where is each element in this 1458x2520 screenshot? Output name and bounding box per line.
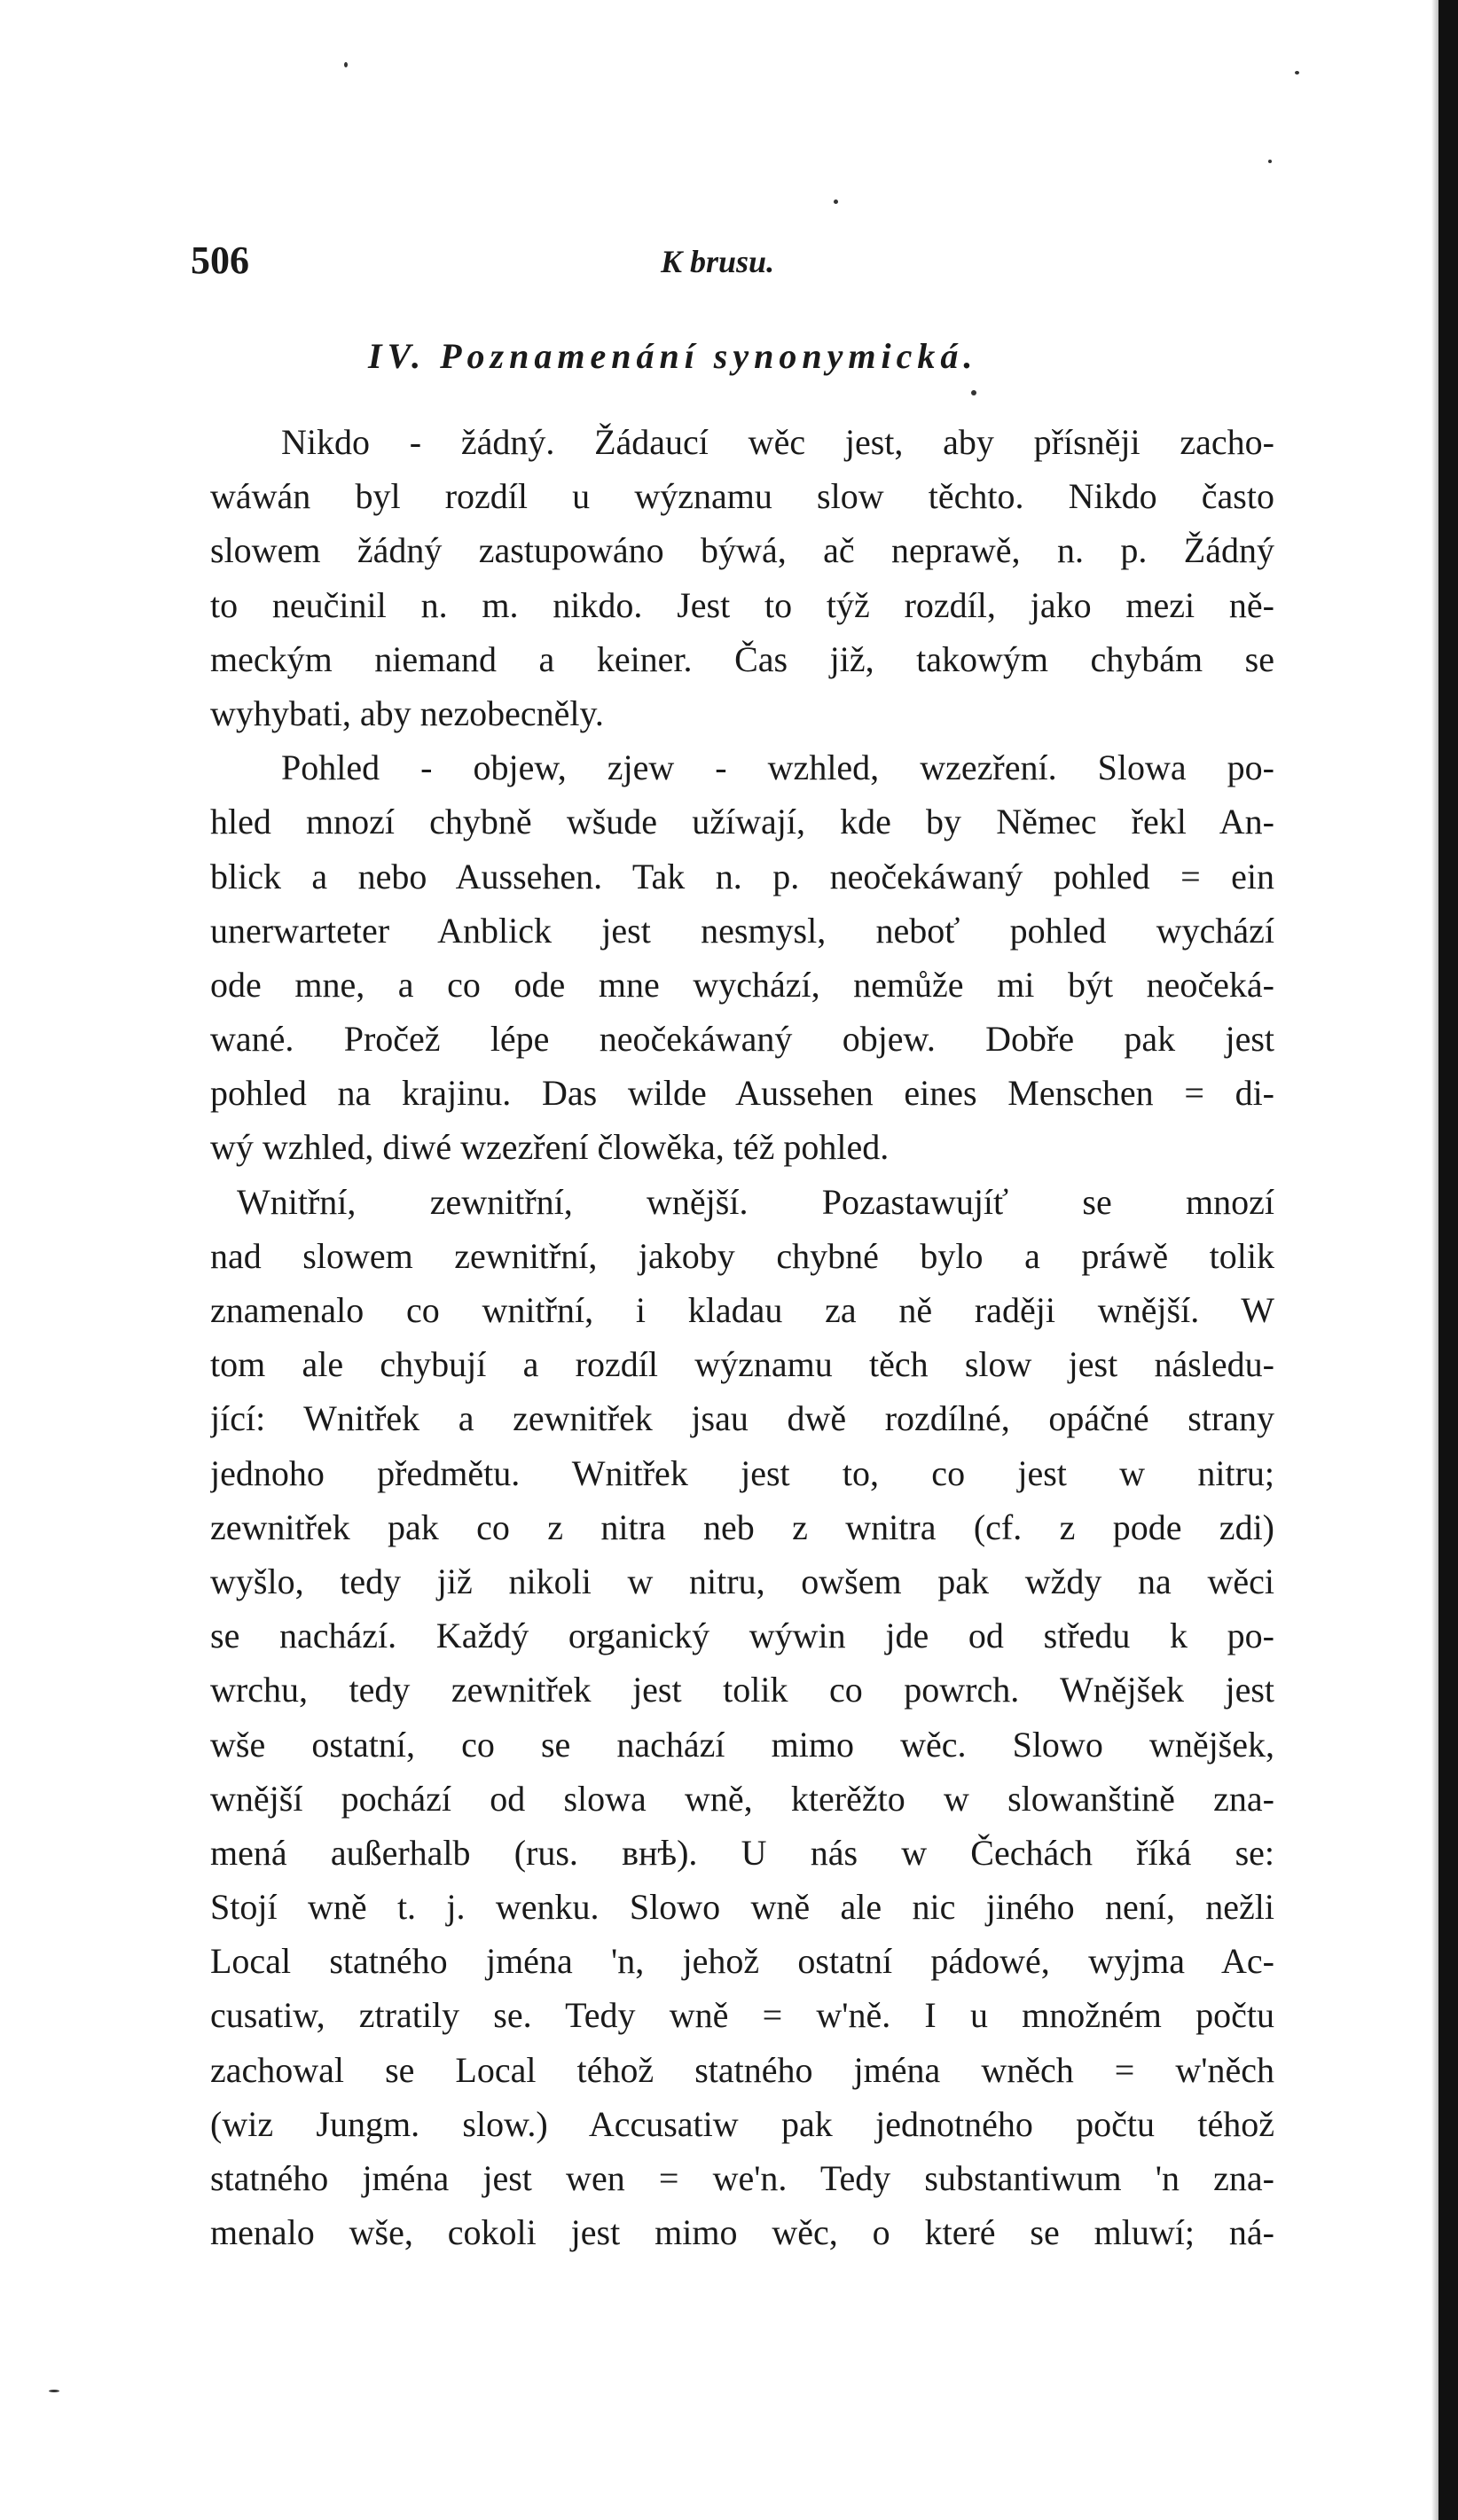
text-line: mená außerhalb (rus. внѣ). U nás w Čechách říká se: [210, 1832, 1274, 1873]
text-line: tom ale chybují a rozdíl wýznamu těch slow jest následu- [210, 1344, 1274, 1385]
text-line: unerwarteter Anblick jest nesmysl, neboť pohled wychází [210, 910, 1274, 951]
text-line: meckým niemand a keiner. Čas již, takowým chybám se [210, 638, 1274, 679]
scan-speck [344, 62, 348, 67]
text-line: jednoho předmětu. Wnitřek jest to, co jest w nitru; [210, 1452, 1274, 1493]
scan-speck [49, 2390, 59, 2392]
scan-speck [834, 200, 838, 204]
text-line: wnější pochází od slowa wně, kterěžto w slowanštině zna- [210, 1778, 1274, 1819]
text-line: wyhybati, aby nezobecněly. [210, 693, 604, 733]
text-line: wané. Pročež lépe neočekáwaný objew. Dobře pak jest [210, 1019, 1274, 1060]
text-line: Stojí wně t. j. wenku. Slowo wně ale nic jiného není, nežli [210, 1887, 1274, 1928]
text-line: se nachází. Každý organický wýwin jde od středu k po- [210, 1616, 1274, 1656]
body-text [210, 415, 1274, 2259]
text-line: zachowal se Local téhož statného jména wněch = w'něch [210, 2049, 1274, 2090]
text-line: menalo wše, cokoli jest mimo wěc, o které se mluwí; ná- [210, 2212, 1274, 2253]
page-shadow [1431, 0, 1438, 2520]
text-line: (wiz Jungm. slow.) Accusatiw pak jednotného počtu téhož [210, 2103, 1274, 2144]
scan-border [1438, 0, 1458, 2520]
text-line: zewnitřek pak co z nitra neb z wnitra (cf. z pode zdi) [210, 1507, 1274, 1547]
running-head: K brusu. [661, 244, 775, 279]
text-line: hled mnozí chybně wšude užíwají, kde by Němec řekl An- [210, 802, 1274, 842]
text-line: wrchu, tedy zewnitřek jest tolik co powrch. Wnějšek jest [210, 1670, 1274, 1710]
text-line: ode mne, a co ode mne wychází, nemůže mi být neočeká- [210, 964, 1274, 1005]
text-line: jící: Wnitřek a zewnitřek jsau dwě rozdílné, opáčné strany [210, 1398, 1274, 1439]
page-number: 506 [191, 239, 249, 282]
text-line: Nikdo - žádný. Žádaucí wěc jest, aby přísněji zacho- [281, 422, 1274, 462]
text-line: slowem žádný zastupowáno býwá, ač neprawě, n. p. Žádný [210, 530, 1274, 571]
text-line: blick a nebo Aussehen. Tak n. p. neočekáwaný pohled = ein [210, 856, 1274, 896]
text-line: wý wzhled, diwé wzezření člowěka, též pohled. [210, 1127, 890, 1168]
text-line: statného jména jest wen = we'n. Tedy substantiwum 'n zna- [210, 2158, 1274, 2198]
scan-speck [1295, 71, 1299, 74]
text-line: Wnitřní, zewnitřní, wnější. Pozastawujíť se mnozí [237, 1181, 1274, 1222]
scan-speck [1268, 160, 1272, 163]
text-line: wáwán byl rozdíl u wýznamu slow těchto. Nikdo často [210, 476, 1274, 517]
text-line: Pohled - objew, zjew - wzhled, wzezření. Slowa po- [281, 747, 1274, 788]
text-line: znamenalo co wnitřní, i kladau za ně raději wnější. W [210, 1290, 1274, 1330]
section-title: IV. Poznamenání synonymická. [368, 336, 978, 376]
text-line: pohled na krajinu. Das wilde Aussehen eines Menschen = di- [210, 1073, 1274, 1114]
text-line: to neučinil n. m. nikdo. Jest to týž rozdíl, jako mezi ně- [210, 584, 1274, 625]
scan-speck [971, 390, 976, 395]
text-line: wše ostatní, co se nachází mimo wěc. Slowo wnějšek, [210, 1724, 1274, 1765]
text-line: nad slowem zewnitřní, jakoby chybné bylo a práwě tolik [210, 1235, 1274, 1276]
text-line: wyšlo, tedy již nikoli w nitru, owšem pak wždy na wěci [210, 1561, 1274, 1601]
text-line: cusatiw, ztratily se. Tedy wně = w'ně. I u množném počtu [210, 1995, 1274, 2036]
text-line: Local statného jména 'n, jehož ostatní pádowé, wyjma Ac- [210, 1941, 1274, 1982]
page-header [191, 238, 1273, 291]
